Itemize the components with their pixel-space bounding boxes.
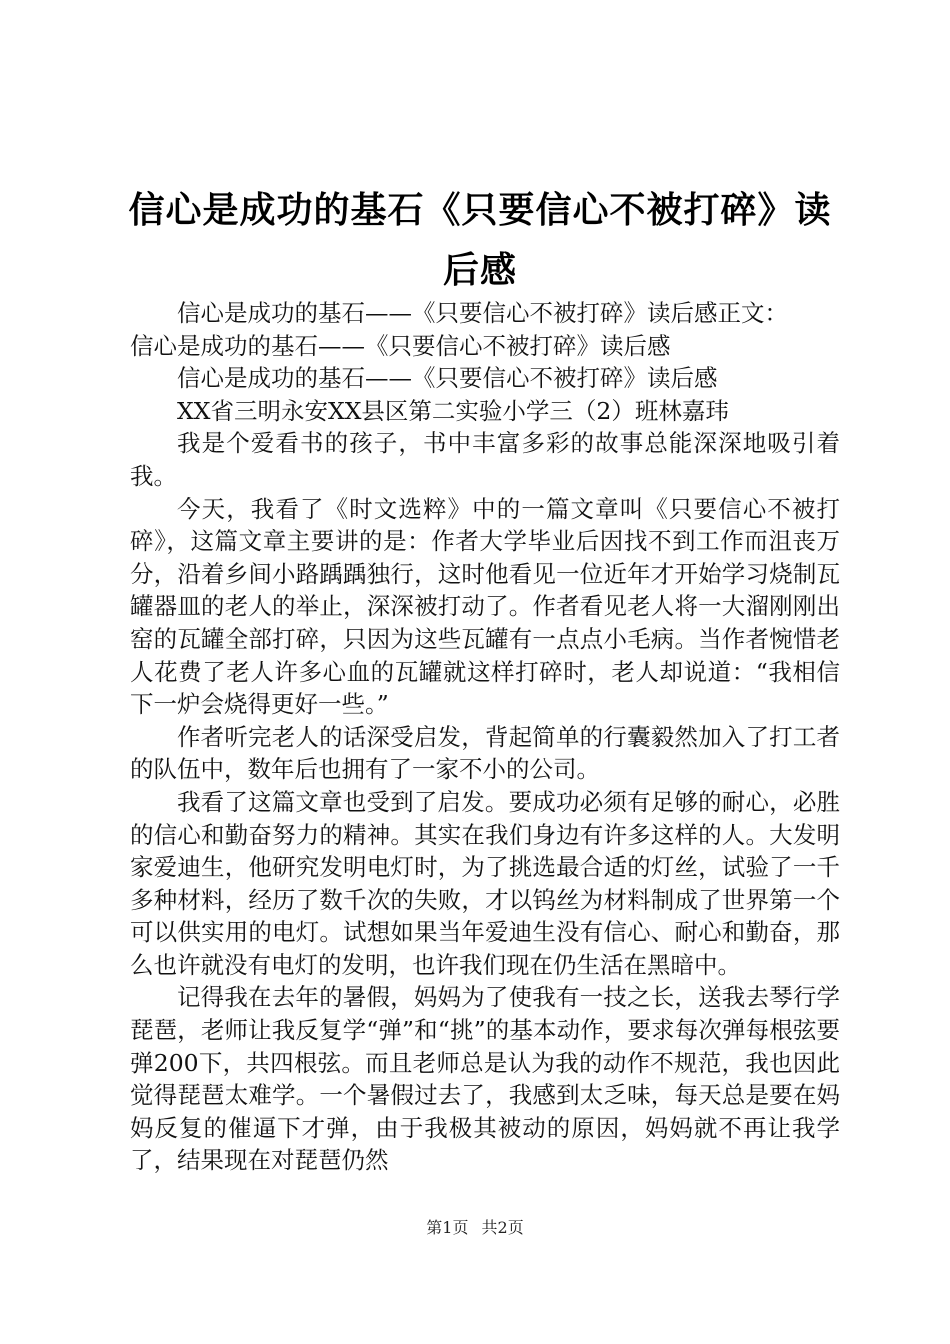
paragraph: 我是个爱看书的孩子，书中丰富多彩的故事总能深深地吸引着我。 — [130, 429, 840, 490]
paragraph: 作者听完老人的话深受启发，背起简单的行囊毅然加入了打工者的队伍中，数年后也拥有了一家不小的公司。 — [130, 722, 840, 784]
document-body — [130, 297, 840, 1177]
page-footer — [0, 1215, 950, 1238]
paragraph-intro: 信心是成功的基石——《只要信心不被打碎》读后感正文： — [177, 299, 788, 327]
page-total: 共2页 — [481, 1218, 524, 1237]
paragraph-author: XX省三明永安XX县区第二实验小学三（2）班林嘉玮 — [177, 396, 729, 425]
paragraph: 我看了这篇文章也受到了启发。要成功必须有足够的耐心，必胜的信心和勤奋努力的精神。其实在我们身边有许多这样的人。大发明家爱迪生，他研究发明电灯时，为了挑选最合适的灯丝，试验了一千多种材料，经历了数千次的失败，才以钨丝为材料制成了世界第一个可以供实用的电灯。试想如果当年爱迪生没有信心、耐心和勤奋，那么也许就没有电灯的发明，也许我们现在仍生活在黑暗中。 — [130, 787, 840, 979]
paragraph-subtitle: 信心是成功的基石——《只要信心不被打碎》读后感 — [130, 331, 671, 360]
page-number: 第1页 — [426, 1218, 469, 1237]
document-title: 信心是成功的基石《只要信心不被打碎》读后感 — [128, 189, 832, 291]
paragraph: 记得我在去年的暑假，妈妈为了使我有一技之长，送我去琴行学琵琶，老师让我反复学“弹”和“挑”的基本动作，要求每次弹每根弦要弹200下，共四根弦。而且老师总是认为我的动作不规范，我也因此觉得琵琶太难学。一个暑假过去了，我感到太乏味，每天总是要在妈妈反复的催逼下才弹，由于我极其被动的原因，妈妈就不再让我学了，结果现在对琵琶仍然 — [130, 983, 840, 1175]
paragraph: 今天，我看了《时文选粹》中的一篇文章叫《只要信心不被打碎》，这篇文章主要讲的是：作者大学毕业后因找不到工作而沮丧万分，沿着乡间小路踽踽独行，这时他看见一位近年才开始学习烧制瓦罐器皿的老人的举止，深深被打动了。作者看见老人将一大溜刚刚出窑的瓦罐全部打碎，只因为这些瓦罐有一点点小毛病。当作者惋惜老人花费了老人许多心血的瓦罐就这样打碎时，老人却说道：“我相信下一炉会烧得更好一些。” — [130, 494, 840, 719]
paragraph-subtitle-repeat: 信心是成功的基石——《只要信心不被打碎》读后感 — [177, 364, 718, 393]
